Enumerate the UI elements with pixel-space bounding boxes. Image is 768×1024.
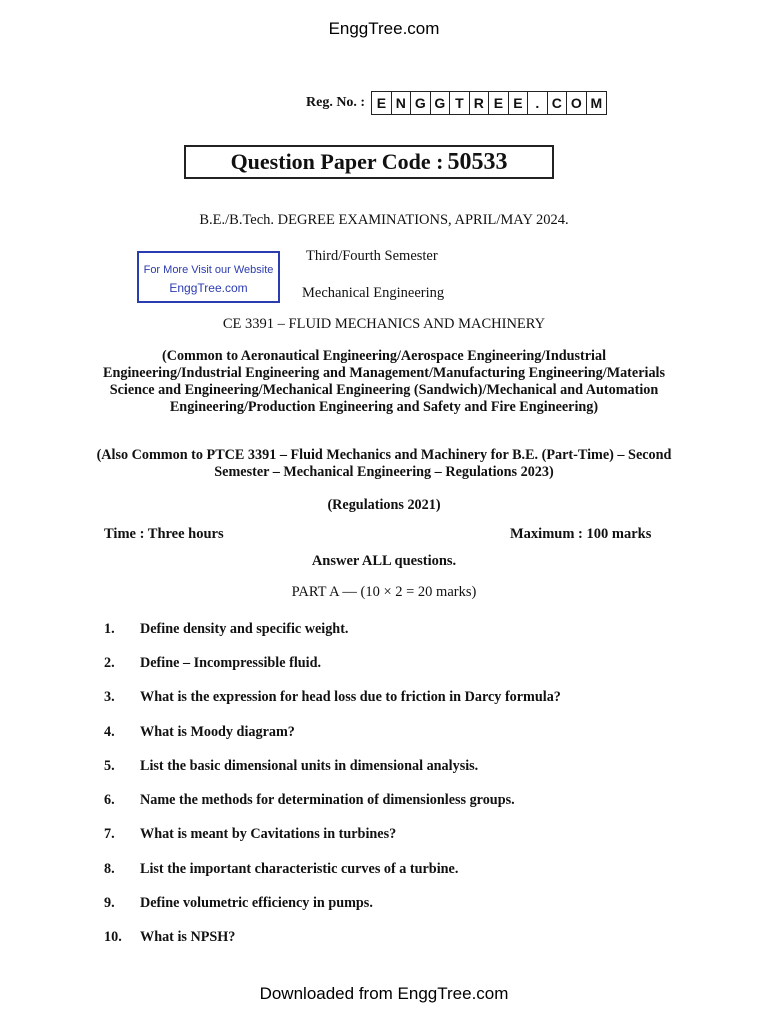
question-number: 5. xyxy=(104,757,115,774)
regulations: (Regulations 2021) xyxy=(327,497,441,513)
reg-no-box: G xyxy=(431,92,451,114)
website-promo-link[interactable]: EnggTree.com xyxy=(169,281,248,295)
question-text: What is the expression for head loss due to friction in Darcy formula? xyxy=(140,689,561,706)
semester: Third/Fourth Semester xyxy=(306,248,438,264)
also-common-note: (Also Common to PTCE 3391 – Fluid Mechanics and Machinery for B.E. (Part-Time) – Second Semester – Mechanical Engineering – Regulations 2023) xyxy=(96,447,672,480)
question-item xyxy=(104,646,704,680)
question-item xyxy=(104,783,704,817)
question-number: 10. xyxy=(104,929,122,946)
reg-no-box: E xyxy=(489,92,509,114)
question-text: What is Moody diagram? xyxy=(140,723,295,740)
website-promo-box[interactable] xyxy=(137,251,280,303)
exam-duration: Time : Three hours xyxy=(104,526,224,542)
site-footer: Downloaded from EnggTree.com xyxy=(259,984,509,1003)
question-item xyxy=(104,921,704,955)
question-text: List the basic dimensional units in dimensional analysis. xyxy=(140,757,479,774)
question-text: List the important characteristic curves of a turbine. xyxy=(140,860,459,877)
question-number: 7. xyxy=(104,826,115,843)
reg-no-box: E xyxy=(509,92,529,114)
question-item xyxy=(104,715,704,749)
question-paper-code-label: Question Paper Code : xyxy=(230,149,444,174)
reg-no-box: M xyxy=(590,95,603,111)
reg-no-box: O xyxy=(567,92,587,114)
question-text: Define volumetric efficiency in pumps. xyxy=(140,895,373,912)
site-header: EnggTree.com xyxy=(328,19,440,38)
question-item xyxy=(104,681,704,715)
question-item xyxy=(104,886,704,920)
reg-no-box: R xyxy=(470,92,490,114)
exam-title: B.E./B.Tech. DEGREE EXAMINATIONS, APRIL/MAY 2024. xyxy=(199,212,569,228)
question-list xyxy=(104,612,704,955)
question-item xyxy=(104,818,704,852)
question-number: 1. xyxy=(104,620,115,637)
question-number: 4. xyxy=(104,723,115,740)
question-number: 9. xyxy=(104,895,115,912)
question-text: Define – Incompressible fluid. xyxy=(140,654,322,671)
part-a-heading: PART A — (10 × 2 = 20 marks) xyxy=(291,584,477,600)
reg-no xyxy=(306,90,607,116)
question-item xyxy=(104,749,704,783)
reg-no-boxes xyxy=(371,91,607,115)
maximum-marks: Maximum : 100 marks xyxy=(510,526,652,542)
reg-no-box: E xyxy=(372,92,392,114)
question-paper-code-number: 50533 xyxy=(447,148,508,175)
reg-no-box: G xyxy=(411,92,431,114)
question-text: What is meant by Cavitations in turbines? xyxy=(140,826,397,843)
question-item xyxy=(104,852,704,886)
question-number: 6. xyxy=(104,792,115,809)
common-to-note: (Common to Aeronautical Engineering/Aerospace Engineering/Industrial Engineering/Industrial Engineering and Management/Manufacturing Engineering/Materials Science and Engineering/Mechanical Engineering (Sandwich)/Mechanical and Automation Engineering/Production Engineering and Safety and Fire Engineering) xyxy=(103,348,665,415)
reg-no-box: C xyxy=(548,92,568,114)
website-promo-text: For More Visit our Website xyxy=(143,264,274,276)
reg-no-box: . xyxy=(528,92,548,114)
instruction: Answer ALL questions. xyxy=(311,553,457,569)
reg-no-box: N xyxy=(392,92,412,114)
course-title: CE 3391 – FLUID MECHANICS AND MACHINERY xyxy=(222,316,546,332)
question-text: Name the methods for determination of dimensionless groups. xyxy=(140,792,515,809)
reg-no-box: T xyxy=(450,92,470,114)
question-number: 3. xyxy=(104,689,115,706)
question-item xyxy=(104,612,704,646)
question-number: 2. xyxy=(104,654,115,671)
question-number: 8. xyxy=(104,860,115,877)
question-text: What is NPSH? xyxy=(140,929,236,946)
reg-no-label: Reg. No. : xyxy=(306,95,366,110)
branch: Mechanical Engineering xyxy=(302,285,445,301)
question-paper-code xyxy=(184,145,554,179)
question-text: Define density and specific weight. xyxy=(140,620,349,637)
